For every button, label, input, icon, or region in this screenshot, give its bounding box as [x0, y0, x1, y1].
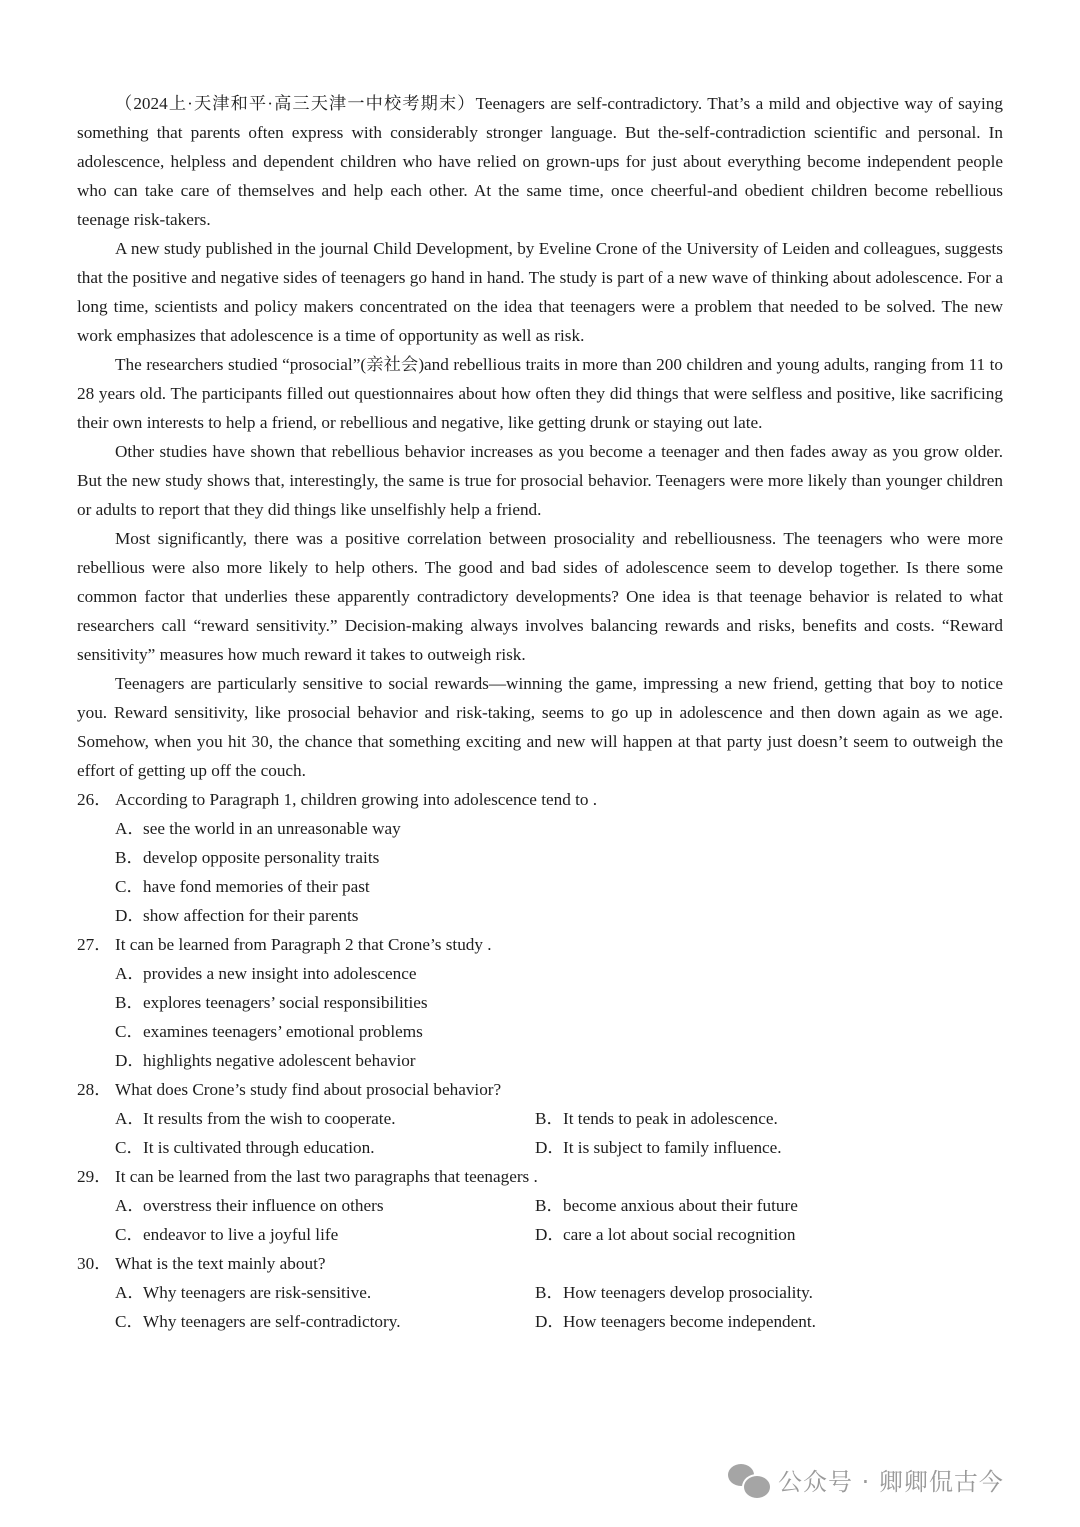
question-text: It can be learned from the last two paragraphs that teenagers .: [115, 1167, 538, 1186]
option-text: become anxious about their future: [563, 1196, 798, 1215]
option-label: A．: [115, 964, 145, 983]
option-label: A．: [115, 1283, 145, 1302]
question-26: [77, 785, 1003, 930]
option-a: [115, 1104, 535, 1133]
option-a: [115, 1278, 535, 1307]
option-text: overstress their influence on others: [143, 1196, 384, 1215]
option-text: highlights negative adolescent behavior: [143, 1051, 416, 1070]
wechat-icon: [728, 1464, 770, 1496]
option-label: B．: [535, 1196, 564, 1215]
option-c: [115, 1017, 1003, 1046]
question-stem: [77, 1162, 1003, 1191]
question-27: [77, 930, 1003, 1075]
option-label: C．: [115, 1022, 144, 1041]
option-row: [115, 1220, 1003, 1249]
option-label: C．: [115, 1138, 144, 1157]
option-label: D．: [535, 1138, 565, 1157]
option-label: C．: [115, 1312, 144, 1331]
option-a: [115, 959, 1003, 988]
question-number: 27．: [77, 935, 112, 954]
option-text: examines teenagers’ emotional problems: [143, 1022, 423, 1041]
option-label: C．: [115, 1225, 144, 1244]
option-label: D．: [535, 1312, 565, 1331]
option-text: It is subject to family influence.: [563, 1138, 782, 1157]
question-30: [77, 1249, 1003, 1336]
option-d: [115, 901, 1003, 930]
option-text: How teenagers become independent.: [563, 1312, 816, 1331]
reading-passage: [77, 89, 1003, 785]
option-b: [115, 988, 1003, 1017]
exam-page: [77, 89, 1003, 1336]
option-label: B．: [535, 1283, 564, 1302]
option-label: C．: [115, 877, 144, 896]
option-text: explores teenagers’ social responsibilities: [143, 993, 428, 1012]
watermark-text: 公众号 · 卿卿侃古今: [778, 1468, 1004, 1496]
option-b: [115, 843, 1003, 872]
option-a: [115, 814, 1003, 843]
option-b: [535, 1191, 955, 1220]
watermark: [728, 1462, 1004, 1497]
option-label: D．: [535, 1225, 565, 1244]
option-text: Why teenagers are self-contradictory.: [143, 1312, 401, 1331]
option-label: A．: [115, 819, 145, 838]
question-text: It can be learned from Paragraph 2 that Crone’s study .: [115, 935, 492, 954]
question-29: [77, 1162, 1003, 1249]
option-d: [535, 1220, 955, 1249]
option-row: [115, 1191, 1003, 1220]
option-row: [115, 1104, 1003, 1133]
question-stem: [77, 930, 1003, 959]
question-number: 30．: [77, 1254, 112, 1273]
option-text: develop opposite personality traits: [143, 848, 380, 867]
option-d: [535, 1307, 955, 1336]
passage-paragraph-6: Teenagers are particularly sensitive to social rewards—winning the game, impressing a new friend, getting that boy to notice you. Reward sensitivity, like prosocial behavior and risk-taking, seems to go up in adolescence and then down again as we age. Somehow, when you hit 30, the chance that something exciting and new will happen at that party just doesn’t seem to outweigh the effort of getting up off the couch.: [77, 674, 1003, 780]
option-text: provides a new insight into adolescence: [143, 964, 417, 983]
option-text: It tends to peak in adolescence.: [563, 1109, 778, 1128]
option-label: B．: [115, 848, 144, 867]
passage-paragraph-2: A new study published in the journal Child Development, by Eveline Crone of the University of Leiden and colleagues, suggests that the positive and negative sides of teenagers go hand in hand. The study is part of a new wave of thinking about adolescence. For a long time, scientists and policy makers concentrated on the idea that teenagers were a problem that needed to be solved. The new work emphasizes that adolescence is a time of opportunity as well as risk.: [77, 239, 1003, 345]
option-label: B．: [115, 993, 144, 1012]
passage-paragraph-3: The researchers studied “prosocial”(亲社会)and rebellious traits in more than 200 children and young adults, ranging from 11 to 28 years old. The participants filled out questionnaires about how often they did things that were selfless and positive, like sacrificing their own interests to help a friend, or rebellious and negative, like getting drunk or staying out late.: [77, 355, 1003, 432]
option-label: A．: [115, 1196, 145, 1215]
question-number: 28．: [77, 1080, 112, 1099]
option-c: [115, 1307, 535, 1336]
option-b: [535, 1104, 955, 1133]
passage-paragraph-1: （2024上·天津和平·高三天津一中校考期末）Teenagers are self-contradictory. That’s a mild and objective way of saying something that parents often express with considerably stronger language. But the-self-contradiction scientific and personal. In adolescence, helpless and dependent children who have relied on grown-ups for just about everything become independent people who can take care of themselves and help each other. At the same time, once cheerful-and obedient children become rebellious teenage risk-takers.: [77, 94, 1003, 229]
option-text: care a lot about social recognition: [563, 1225, 796, 1244]
option-d: [535, 1133, 955, 1162]
question-text: What is the text mainly about?: [115, 1254, 326, 1273]
option-row: [115, 1307, 1003, 1336]
option-d: [115, 1046, 1003, 1075]
passage-paragraph-4: Other studies have shown that rebellious behavior increases as you become a teenager and then fades away as you grow older. But the new study shows that, interestingly, the same is true for prosocial behavior. Teenagers were more likely than younger children or adults to report that they did things like unselfishly help a friend.: [77, 442, 1003, 519]
passage-paragraph-5: Most significantly, there was a positive correlation between prosociality and rebelliousness. The teenagers who were more rebellious were also more likely to help others. The good and bad sides of adolescence seem to develop together. Is there some common factor that underlies these apparently contradictory developments? One idea is that teenage behavior is related to what researchers call “reward sensitivity.” Decision-making always involves balancing rewards and risks, benefits and costs. “Reward sensitivity” measures how much reward it takes to outweigh risk.: [77, 529, 1003, 664]
option-text: Why teenagers are risk-sensitive.: [143, 1283, 372, 1302]
option-row: [115, 1278, 1003, 1307]
question-number: 29．: [77, 1167, 112, 1186]
question-number: 26．: [77, 790, 112, 809]
option-text: see the world in an unreasonable way: [143, 819, 401, 838]
option-label: A．: [115, 1109, 145, 1128]
option-c: [115, 1133, 535, 1162]
option-text: endeavor to live a joyful life: [143, 1225, 339, 1244]
question-stem: [77, 1249, 1003, 1278]
option-row: [115, 1133, 1003, 1162]
question-28: [77, 1075, 1003, 1162]
option-text: show affection for their parents: [143, 906, 359, 925]
option-label: D．: [115, 1051, 145, 1070]
option-label: B．: [535, 1109, 564, 1128]
question-stem: [77, 785, 1003, 814]
option-label: D．: [115, 906, 145, 925]
option-text: It results from the wish to cooperate.: [143, 1109, 396, 1128]
question-text: What does Crone’s study find about prosocial behavior?: [115, 1080, 502, 1099]
option-b: [535, 1278, 955, 1307]
question-text: According to Paragraph 1, children growing into adolescence tend to .: [115, 790, 598, 809]
option-a: [115, 1191, 535, 1220]
option-text: have fond memories of their past: [143, 877, 370, 896]
option-c: [115, 872, 1003, 901]
question-stem: [77, 1075, 1003, 1104]
option-text: It is cultivated through education.: [143, 1138, 375, 1157]
option-text: How teenagers develop prosociality.: [563, 1283, 813, 1302]
option-c: [115, 1220, 535, 1249]
